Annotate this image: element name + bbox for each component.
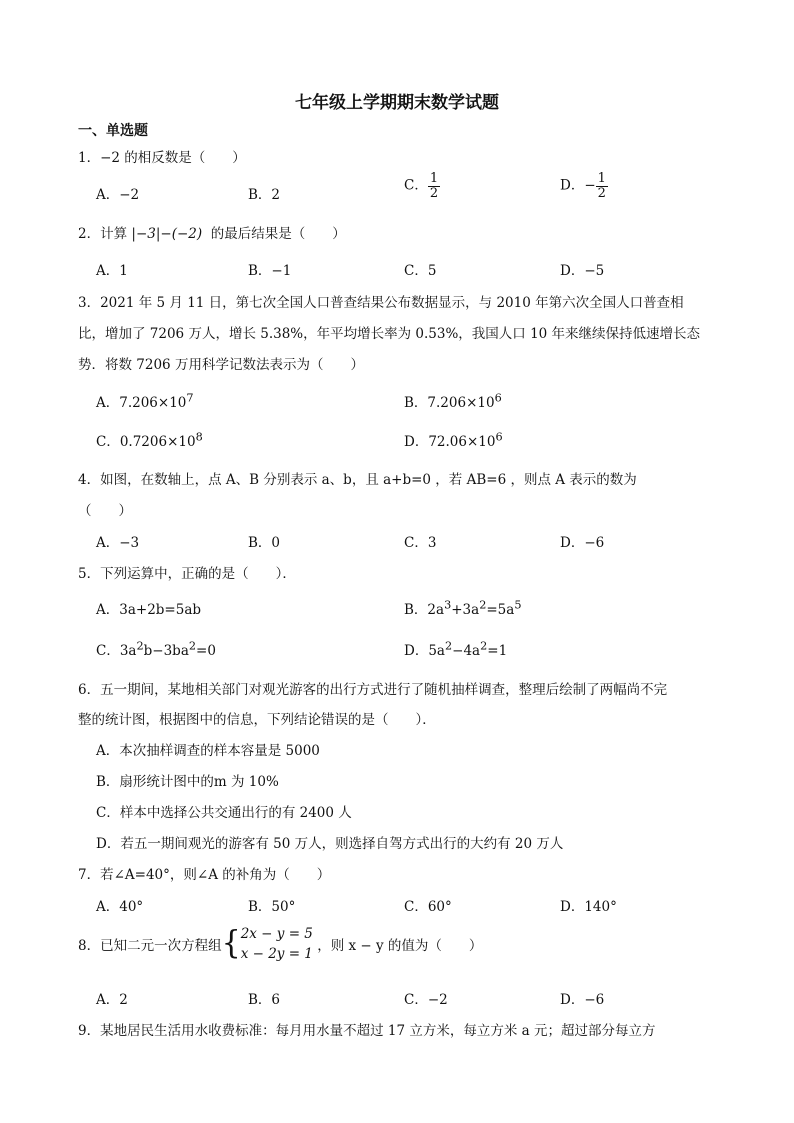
question-9-line-1: 9．某地居民生活用水收费标准：每月用水量不超过 17 立方米，每立方米 a 元；超过部分每立方	[78, 1023, 656, 1039]
question-6-line-2: 整的统计图，根据图中的信息，下列结论错误的是（ ）．	[78, 712, 436, 728]
q2-option-d: D．−5	[560, 263, 605, 279]
page-title: 七年级上学期期末数学试题	[295, 93, 499, 113]
q8-option-a: A．2	[96, 992, 128, 1008]
q8-option-b: B．6	[248, 992, 281, 1008]
q2-option-b: B．−1	[248, 263, 292, 279]
equation-system-brace: {	[221, 925, 241, 962]
q8-option-d: D．−6	[560, 992, 605, 1008]
question-4-line-1: 4．如图，在数轴上，点 A、B 分别表示 a、b，且 a+b=0 ，若 AB=6 ，则点 A 表示的数为	[78, 472, 637, 488]
equation-2: x − 2y = 1	[240, 946, 313, 962]
q2-option-c: C．5	[404, 263, 437, 279]
question-6-line-1: 6．五一期间，某地相关部门对观光游客的出行方式进行了随机抽样调查，整理后绘制了两幅尚不完	[78, 682, 668, 698]
q5-option-a: A．3a+2b=5ab	[96, 602, 202, 618]
q2-option-a: A．1	[96, 263, 128, 279]
question-1-stem: 1．−2 的相反数是（ ）	[78, 150, 246, 166]
q6-option-d: D．若五一期间观光的游客有 50 万人，则选择自驾方式出行的大约有 20 万人	[96, 836, 564, 852]
q4-option-c: C．3	[404, 535, 437, 551]
question-3-line-1: 3．2021 年 5 月 11 日，第七次全国人口普查结果公布数据显示，与 2010 年第六次全国人口普查相	[78, 295, 684, 311]
q6-option-a: A．本次抽样调查的样本容量是 5000	[96, 743, 320, 759]
q7-option-c: C．60°	[404, 899, 452, 915]
q7-option-a: A．40°	[96, 899, 144, 915]
q4-option-d: D．−6	[560, 535, 605, 551]
question-8-stem: 8．已知二元一次方程组{ 2x − y = 5 x − 2y = 1 ，则 x − y 的值为（ ）	[78, 925, 483, 962]
q4-option-b: B．0	[248, 535, 281, 551]
q7-option-d: D．140°	[560, 899, 617, 915]
equation-1: 2x − y = 5	[240, 926, 313, 942]
question-3-line-2: 比，增加了 7206 万人，增长 5.38%，年平均增长率为 0.53%，我国人口 10 年来继续保持低速增长态	[78, 326, 701, 342]
question-3-line-3: 势．将数 7206 万用科学记数法表示为（ ）	[78, 357, 364, 373]
question-5-stem: 5．下列运算中，正确的是（ ）．	[78, 566, 296, 582]
q5-option-c: C．$3a^2b-3ba^2=0$	[96, 639, 216, 659]
section-heading: 一、单选题	[78, 123, 148, 139]
q1-option-d: D．− $\frac{1}{2}$	[560, 171, 606, 201]
q1-option-a: A．−2	[96, 187, 140, 203]
question-4-line-2: （ ）	[78, 503, 132, 519]
q4-option-a: A．−3	[96, 535, 140, 551]
q3-option-b: B．$7.206\times 10^6$	[404, 391, 502, 411]
q3-option-d: D．$72.06\times 10^6$	[404, 430, 503, 450]
q6-option-b: B．扇形统计图中的m 为 10%	[96, 774, 279, 790]
q6-option-c: C．样本中选择公共交通出行的有 2400 人	[96, 805, 352, 821]
q5-option-b: B．$2a^3+3a^2=5a^5$	[404, 598, 522, 618]
q5-option-d: D．$5a^2-4a^2=1$	[404, 639, 508, 659]
q1-option-b: B．2	[248, 187, 281, 203]
q1-option-c: C． $\frac{1}{2}$	[404, 171, 439, 201]
q3-option-a: A．$7.206\times 10^7$	[96, 391, 194, 411]
q8-option-c: C．−2	[404, 992, 448, 1008]
q3-option-c: C．$0.7206\times 10^8$	[96, 430, 203, 450]
question-7-stem: 7．若∠A=40°，则∠A 的补角为（ ）	[78, 867, 331, 883]
q7-option-b: B．50°	[248, 899, 296, 915]
question-2-stem: 2．计算 |−3|−(−2) 的最后结果是（ ）	[78, 226, 346, 242]
